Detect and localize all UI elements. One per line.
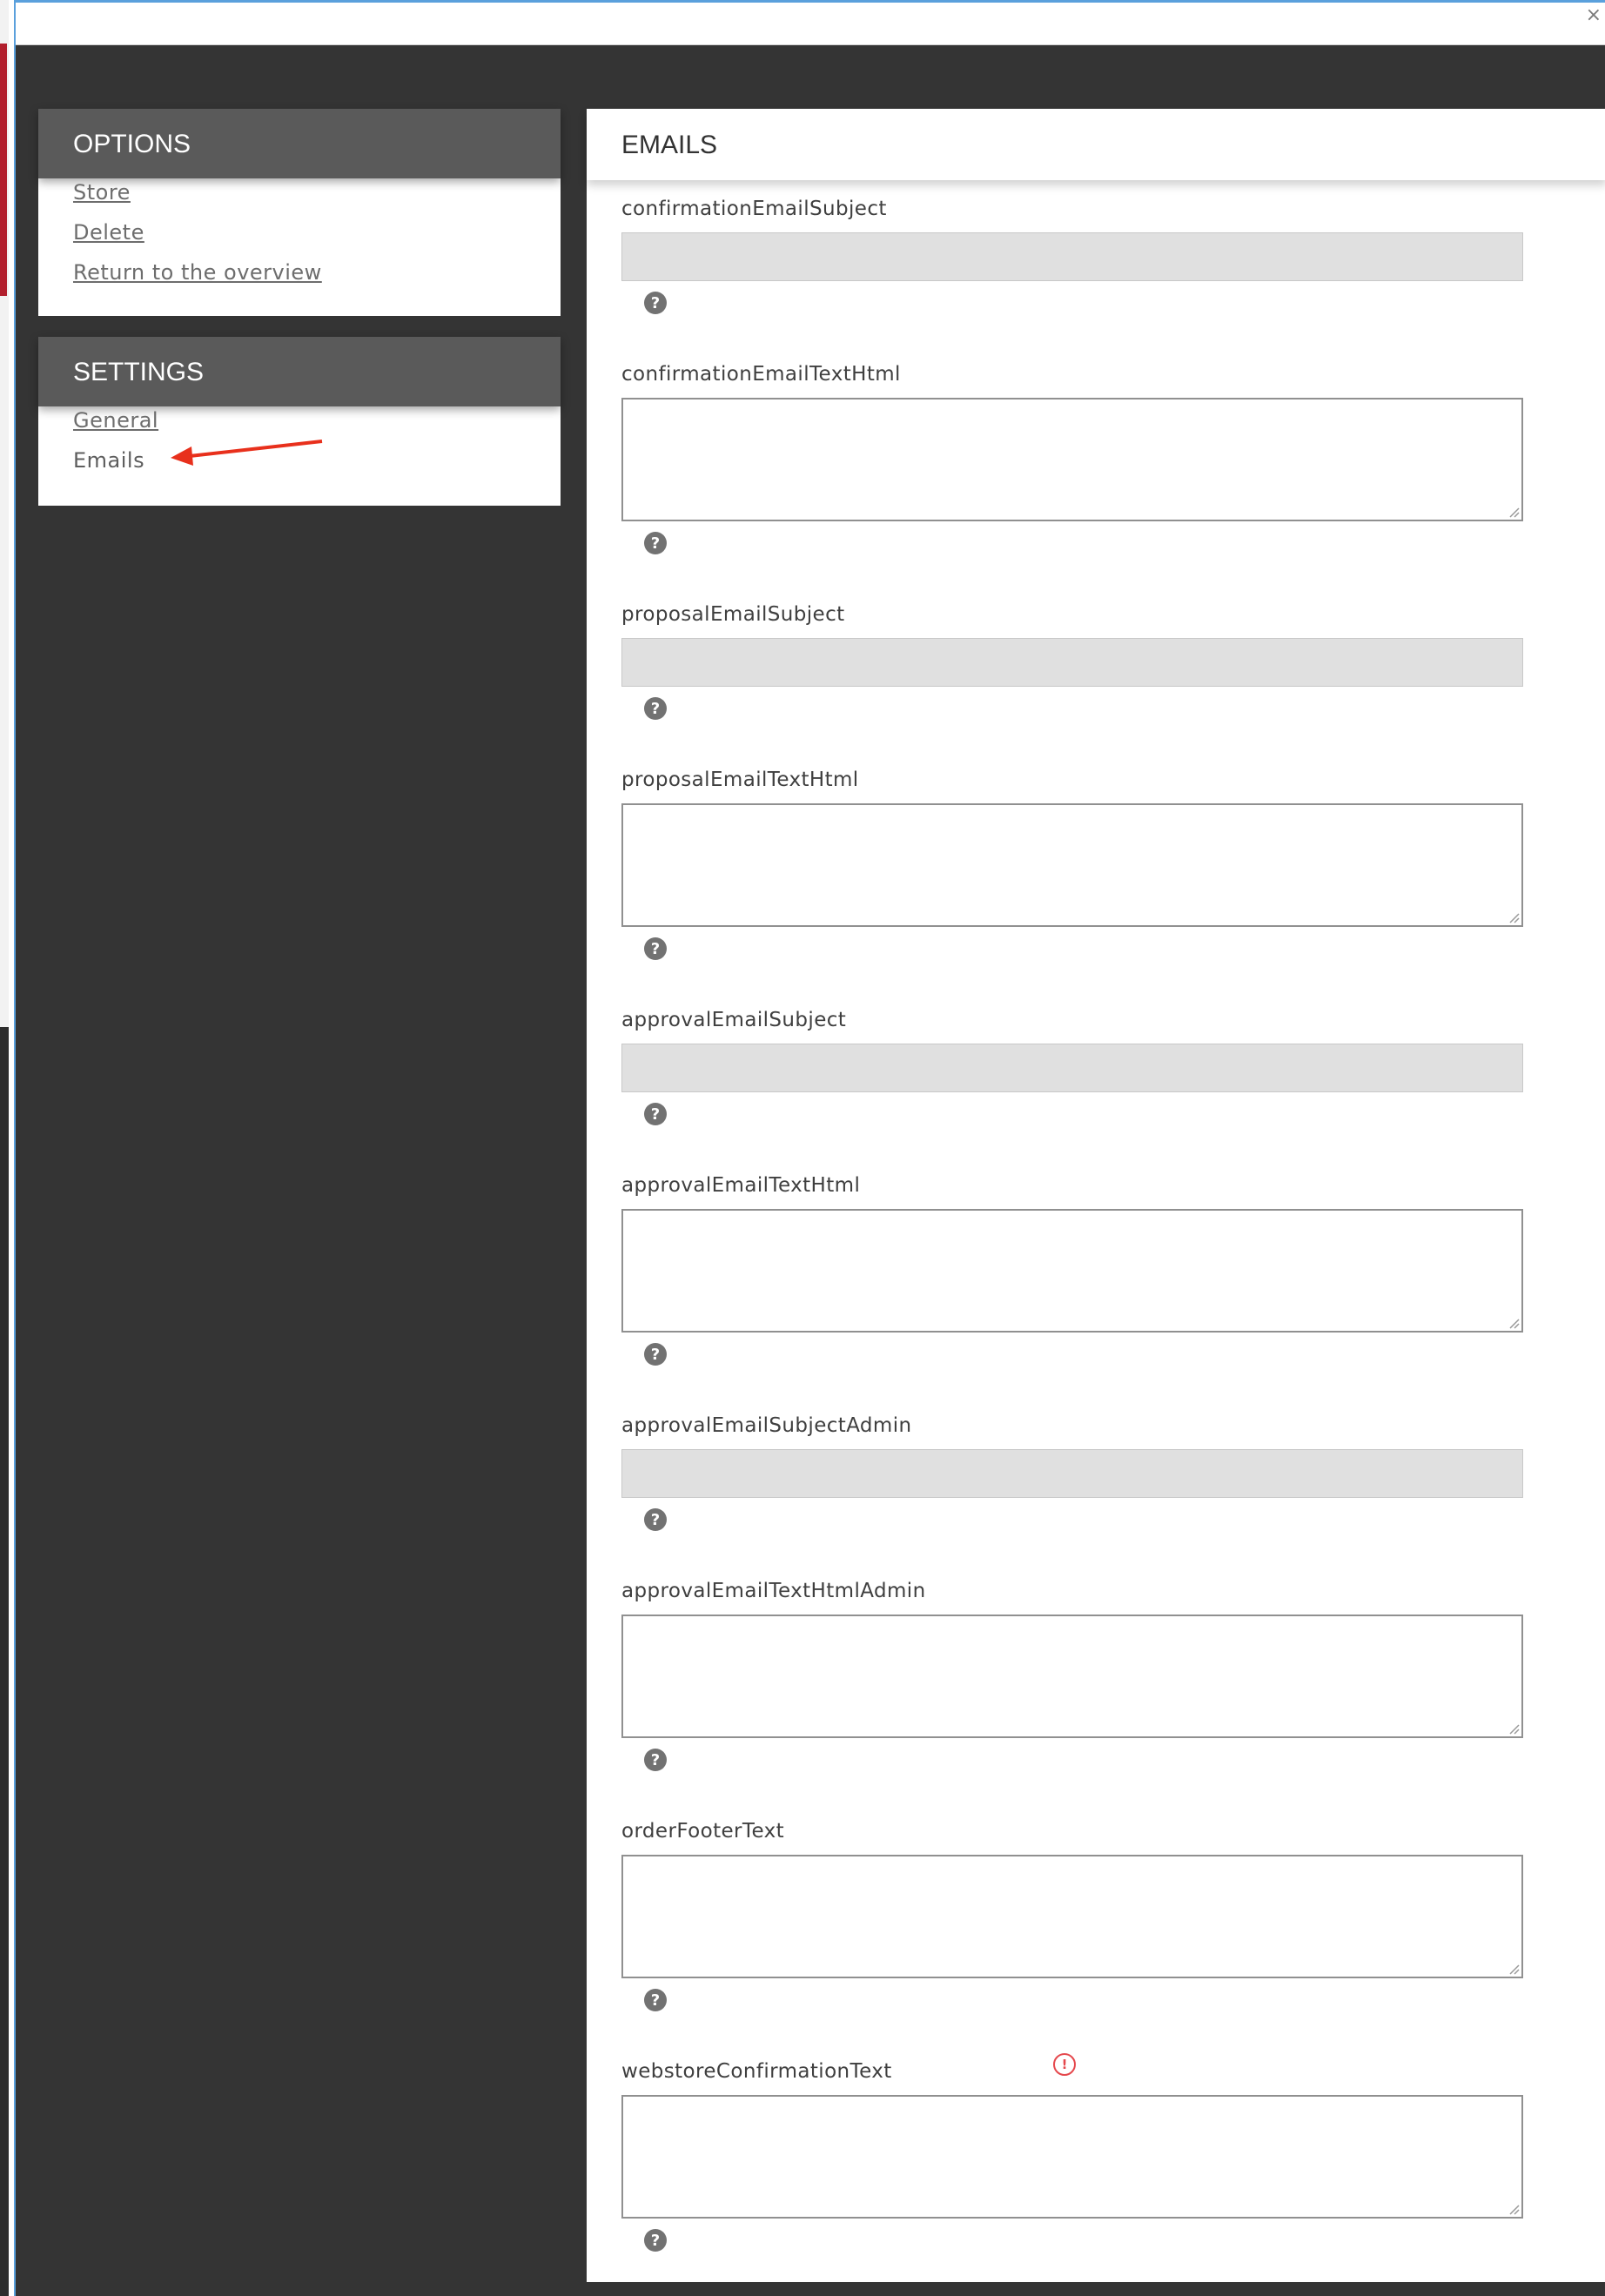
field-label: orderFooterText	[621, 1820, 785, 1843]
help-icon[interactable]: ?	[644, 1343, 667, 1366]
resize-grip-icon[interactable]	[1508, 911, 1520, 923]
help-icon[interactable]: ?	[644, 1103, 667, 1125]
help-icon[interactable]: ?	[644, 697, 667, 720]
emails-link[interactable]: Emails	[73, 448, 145, 473]
settings-panel-title: SETTINGS	[38, 337, 561, 406]
field-label: proposalEmailTextHtml	[621, 769, 859, 791]
delete-link[interactable]: Delete	[73, 220, 144, 245]
approval-email-subject-input[interactable]	[621, 1044, 1523, 1092]
background-accent-strip	[0, 44, 7, 296]
webstore-confirmation-text-textarea[interactable]	[621, 2095, 1523, 2219]
help-icon[interactable]: ?	[644, 2229, 667, 2252]
field-label: webstoreConfirmationText	[621, 2060, 892, 2083]
help-icon[interactable]: ?	[644, 292, 667, 314]
resize-grip-icon[interactable]	[1508, 1722, 1520, 1735]
return-to-overview-link[interactable]: Return to the overview	[73, 260, 322, 285]
approval-email-subject-admin-input[interactable]	[621, 1449, 1523, 1498]
modal-window	[14, 0, 1605, 2296]
confirmation-email-subject-input[interactable]	[621, 232, 1523, 281]
store-link[interactable]: Store	[73, 180, 131, 205]
field-label: approvalEmailTextHtmlAdmin	[621, 1580, 926, 1602]
settings-panel	[38, 337, 561, 506]
help-icon[interactable]: ?	[644, 1749, 667, 1771]
proposal-email-subject-input[interactable]	[621, 638, 1523, 687]
approval-email-text-html-admin-textarea[interactable]	[621, 1615, 1523, 1738]
options-panel	[38, 109, 561, 316]
proposal-email-text-html-textarea[interactable]	[621, 803, 1523, 927]
resize-grip-icon[interactable]	[1508, 506, 1520, 518]
general-link[interactable]: General	[73, 408, 159, 433]
window-titlebar	[16, 3, 1605, 45]
help-icon[interactable]: ?	[644, 1508, 667, 1531]
help-icon[interactable]: ?	[644, 532, 667, 554]
field-label: approvalEmailSubject	[621, 1009, 847, 1031]
field-label: confirmationEmailSubject	[621, 198, 887, 220]
field-label: approvalEmailTextHtml	[621, 1174, 861, 1197]
field-label: approvalEmailSubjectAdmin	[621, 1414, 912, 1437]
resize-grip-icon[interactable]	[1508, 2203, 1520, 2215]
field-label: confirmationEmailTextHtml	[621, 363, 901, 386]
warning-icon: !	[1053, 2053, 1076, 2076]
resize-grip-icon[interactable]	[1508, 1963, 1520, 1975]
emails-panel	[587, 109, 1605, 2282]
resize-grip-icon[interactable]	[1508, 1317, 1520, 1329]
confirmation-email-text-html-textarea[interactable]	[621, 398, 1523, 521]
approval-email-text-html-textarea[interactable]	[621, 1209, 1523, 1333]
field-label: proposalEmailSubject	[621, 603, 845, 626]
emails-panel-title: EMAILS	[587, 109, 1605, 180]
options-panel-title: OPTIONS	[38, 109, 561, 178]
close-icon[interactable]: ×	[1585, 4, 1602, 26]
order-footer-text-textarea[interactable]	[621, 1855, 1523, 1978]
help-icon[interactable]: ?	[644, 1989, 667, 2011]
help-icon[interactable]: ?	[644, 937, 667, 960]
annotation-arrow-icon	[169, 434, 326, 469]
background-dark-strip	[0, 1027, 9, 2296]
